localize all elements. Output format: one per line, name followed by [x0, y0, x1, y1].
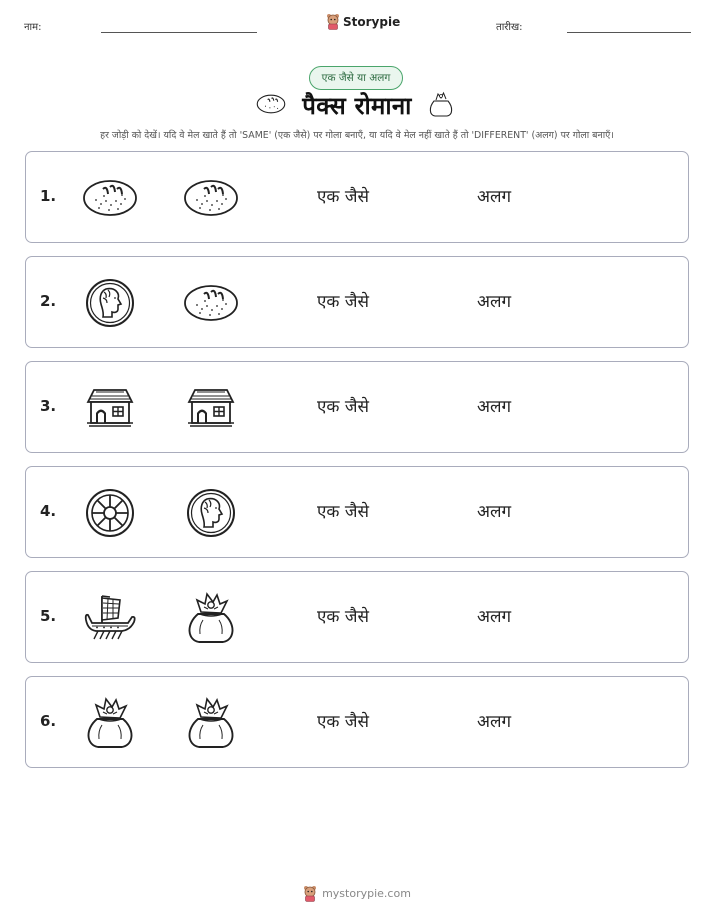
- grain-sack-icon: [183, 695, 239, 751]
- same-option[interactable]: एक जैसे: [317, 712, 369, 732]
- same-option[interactable]: एक जैसे: [317, 607, 369, 627]
- different-option[interactable]: अलग: [477, 712, 512, 732]
- bread-icon: [183, 275, 239, 331]
- pair-row: [25, 571, 689, 663]
- name-label: नाम:: [24, 22, 42, 33]
- grain-sack-icon: [427, 89, 455, 119]
- different-option[interactable]: अलग: [477, 502, 512, 522]
- storypie-mascot-icon: [326, 13, 340, 30]
- pair-row: [25, 676, 689, 768]
- bread-icon: [183, 170, 239, 226]
- pair-row: [25, 466, 689, 558]
- roman-ship-icon: [82, 590, 138, 646]
- footer: [0, 885, 714, 902]
- pair-row: [25, 256, 689, 348]
- row-number: 5.: [40, 607, 57, 625]
- row-number: 4.: [40, 502, 57, 520]
- different-option[interactable]: अलग: [477, 187, 512, 207]
- date-line: [567, 32, 691, 33]
- row-number: 2.: [40, 292, 57, 310]
- pair-row: [25, 361, 689, 453]
- different-option[interactable]: अलग: [477, 397, 512, 417]
- worksheet-type-badge: एक जैसे या अलग: [309, 66, 403, 90]
- bread-icon: [82, 170, 138, 226]
- instructions-text: हर जोड़ी को देखें। यदि वे मेल खाते हैं तो 'SAME' (एक जैसे) पर गोला बनाएँ, या यदि वे मेल नहीं खाते हैं तो 'DIFFERENT' (अलग) पर गोला बनाएँ।: [100, 130, 614, 141]
- different-option[interactable]: अलग: [477, 292, 512, 312]
- different-option[interactable]: अलग: [477, 607, 512, 627]
- house-icon: [82, 380, 138, 436]
- same-option[interactable]: एक जैसे: [317, 397, 369, 417]
- roman-coin-icon: [183, 485, 239, 541]
- pair-row: [25, 151, 689, 243]
- grain-sack-icon: [82, 695, 138, 751]
- brand-name: Storypie: [343, 14, 401, 29]
- storypie-mascot-icon: [303, 885, 317, 902]
- name-line: [101, 32, 257, 33]
- grain-sack-icon: [183, 590, 239, 646]
- footer-site-link[interactable]: mystorypie.com: [322, 887, 411, 900]
- row-number: 3.: [40, 397, 57, 415]
- brand-logo: [326, 13, 400, 30]
- same-option[interactable]: एक जैसे: [317, 502, 369, 522]
- date-label: तारीख:: [496, 22, 523, 33]
- row-number: 1.: [40, 187, 57, 205]
- same-option[interactable]: एक जैसे: [317, 292, 369, 312]
- roman-coin-icon: [82, 275, 138, 331]
- row-number: 6.: [40, 712, 57, 730]
- same-option[interactable]: एक जैसे: [317, 187, 369, 207]
- page-title: पैक्स रोमाना: [302, 92, 412, 120]
- house-icon: [183, 380, 239, 436]
- wheel-icon: [82, 485, 138, 541]
